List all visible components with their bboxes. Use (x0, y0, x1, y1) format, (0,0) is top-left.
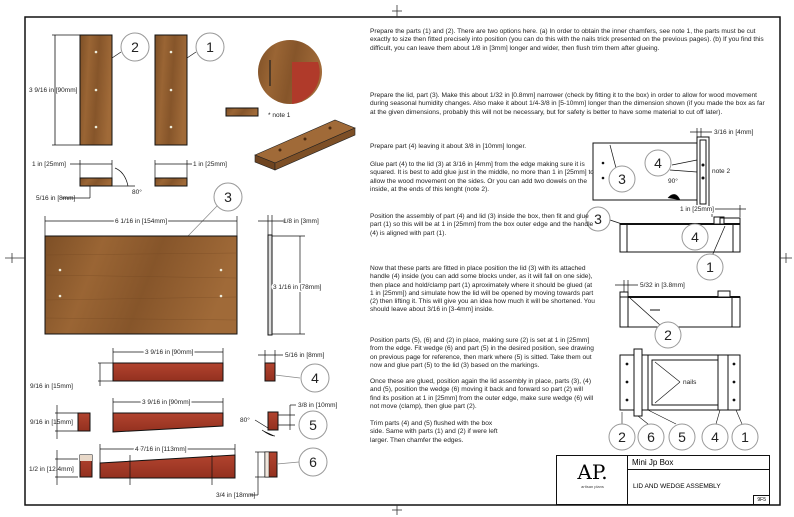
dim-handle-offset: 3/16 in [4mm] (714, 129, 754, 136)
callout-5 (299, 411, 327, 439)
part-5-end (78, 413, 90, 431)
drawing-title: Mini Jp Box (632, 458, 674, 467)
dim-part5-height: 9/16 in [15mm] (30, 419, 73, 426)
instruction-paragraph-1: Prepare the parts (1) and (2). There are two options here. (a) In order to obtain the inner chamfers, see note 1, the parts must be cut exactly to size then fitted precisely into position (you can do this with the nails trick presented on the previous pages). (b) If you find this difficult, you can leave them about 1/8 in [3mm] longer and wider, then flush trim them after glueing. (370, 28, 764, 52)
dim-part4-length: 3 9/16 in [90mm] (145, 349, 194, 356)
detail-note-1-magnified (258, 40, 322, 104)
instruction-paragraph-5: Position the assembly of part (4) and lid (3) inside the box, then fit and glue part (1) so this will be at 1 in [25mm] from the box outer edge and the handle (4) is aligned with part (1). (370, 213, 594, 237)
svg-text:5: 5 (678, 429, 686, 445)
instruction-paragraph-6: Now that these parts are fitted in place position the lid (3) with its attached handle (4) inside (you can add some blocks under, as it will fall on one side), then place and hold/clamp part (1) aproximately where it should be glued (at 1 in [25mm]) and simulate how the lid will be opened by moving towards part (2) then lifting it. This will give you an idea how much it will be shortened. You should leave about 3/16 in [3-4mm] inside. (370, 265, 595, 314)
svg-text:2: 2 (618, 429, 626, 445)
part-5-section (268, 412, 278, 430)
drawing-subtitle: LID AND WEDGE ASSEMBLY (633, 483, 721, 490)
part-2-section (80, 178, 112, 186)
part-1-front (155, 35, 187, 145)
callout-row (609, 424, 758, 450)
svg-text:1: 1 (741, 429, 749, 445)
angle-90-label: 90° (668, 178, 678, 185)
callout-3-lid (188, 183, 242, 236)
sheet-number: 9F5 (753, 495, 769, 504)
instruction-paragraph-7: Position parts (5), (6) and (2) in place, making sure (2) is set at 1 in [25mm] from the edge. Fit wedge (6) and part (5) in the desired position, see drawing on previous page for reference, then mark where (5) is sitted. Take them out now and glue part (5) to the lid (3) based on the markings. (370, 337, 594, 369)
svg-text:6: 6 (309, 454, 317, 470)
callout-4 (275, 364, 329, 392)
instruction-paragraph-4: Glue part (4) to the lid (3) at 3/16 in [4mm] from the edge making sure it is squared. It is best to add glue just in the middle, no more than 1 in [25mm] to allow the wood movement on the sides. Or you can add two dowels on the inside, at the ends of this lenght (note 2). (370, 161, 594, 193)
callout-2 (112, 33, 149, 61)
svg-text:4: 4 (311, 370, 319, 386)
instruction-paragraph-2: Prepare the lid, part (3). Make this about 1/32 in [0.8mm] narrower (check by fitting it to the box) in order to allow for wood movement during seasonal humidity changes. Also make it about 1/4-3/8 in [5-10mm] longer than the dimension shown (if you made the box as far at the given dimensions, probably this will not be necessary, but for safety is better to have some material to cut off later). (370, 92, 765, 116)
svg-text:2: 2 (664, 327, 672, 343)
dim-part4-thickness: 5/16 in [8mm] (285, 352, 325, 359)
part-6-front (100, 455, 235, 478)
logo-subtitle: artisan plans (581, 484, 604, 489)
note-2-label: note 2 (712, 168, 731, 175)
dim-lid-width: 3 1/16 in [78mm] (273, 284, 322, 291)
svg-text:2: 2 (131, 39, 139, 55)
callout-4-top (645, 150, 671, 176)
logo: AP. (577, 460, 608, 484)
dim-angle-80-b: 80° (240, 417, 250, 424)
part-4-end (265, 363, 275, 381)
note-1-label: * note 1 (268, 112, 291, 119)
box-top-view (620, 349, 740, 416)
part-2-front (80, 35, 112, 145)
instruction-paragraph-9: Trim parts (4) and (5) flushed with the box side. Same with parts (1) and (2) if were left larger. Then chamfer the edges. (370, 420, 498, 444)
svg-text:5: 5 (309, 417, 317, 433)
dim-lid-length: 6 1/16 in [154mm] (115, 218, 168, 225)
dim-part5-thickness: 3/8 in [10mm] (298, 402, 338, 409)
callout-2-section (655, 322, 681, 348)
part-3-side-view (268, 235, 272, 335)
box-section-1 (620, 217, 740, 252)
dim-part1-offset: 1 in [25mm] (680, 206, 714, 213)
callout-6 (277, 448, 327, 476)
dim-part1-width: 1 in [25mm] (193, 161, 227, 168)
dim-angle-80: 80° (132, 189, 142, 196)
svg-text:3: 3 (224, 189, 232, 205)
title-block-subtitle (627, 469, 770, 505)
dim-gap: 5/32 in [3.8mm] (640, 282, 685, 289)
svg-text:4: 4 (691, 229, 699, 245)
part-4-front (113, 363, 223, 381)
instruction-paragraph-8: Once these are glued, position again the lid assembly in place, parts (3), (4) and (5), position the wedge (6) moving it back and forward so part (2) will find its position at 1 in [25mm] from the outer edge, make sure wedge (6) will not move (clamp), then glue part (2). (370, 378, 594, 410)
dim-part5-length: 3 9/16 in [90mm] (142, 399, 191, 406)
part-3-lid (45, 236, 237, 334)
svg-text:1: 1 (706, 259, 714, 275)
dim-lid-thickness: 1/8 in [3mm] (283, 218, 319, 225)
dim-part6-height: 1/2 in [12.4mm] (29, 466, 74, 473)
callout-1 (187, 33, 224, 61)
svg-text:1: 1 (206, 39, 214, 55)
svg-text:4: 4 (654, 155, 662, 171)
svg-text:3: 3 (594, 211, 602, 227)
svg-text:6: 6 (647, 429, 655, 445)
title-block-logo (556, 455, 629, 505)
callout-4-section (682, 224, 708, 250)
dim-parts12-height: 3 9/16 in [90mm] (29, 87, 78, 94)
svg-text:4: 4 (711, 429, 719, 445)
dim-part6-length: 4 7/16 in [113mm] (135, 446, 187, 453)
nails-label: nails (683, 379, 697, 386)
part-1-section (155, 178, 187, 186)
callout-3-top (609, 166, 635, 192)
dim-part2-thickness: 5/16 in [8mm] (36, 195, 76, 202)
callout-1-section (697, 254, 723, 280)
dim-part6-thickness: 3/4 in [18mm] (216, 492, 256, 499)
svg-text:3: 3 (618, 171, 626, 187)
part-3-isometric (255, 120, 355, 170)
instruction-paragraph-3: Prepare part (4) leaving it about 3/8 in [10mm] longer. (370, 143, 527, 150)
box-section-2 (620, 291, 740, 327)
part-5-front (113, 413, 223, 432)
detail-bar (226, 108, 258, 116)
dim-part4-height: 9/16 in [15mm] (30, 383, 73, 390)
dim-part2-width: 1 in [25mm] (32, 161, 66, 168)
